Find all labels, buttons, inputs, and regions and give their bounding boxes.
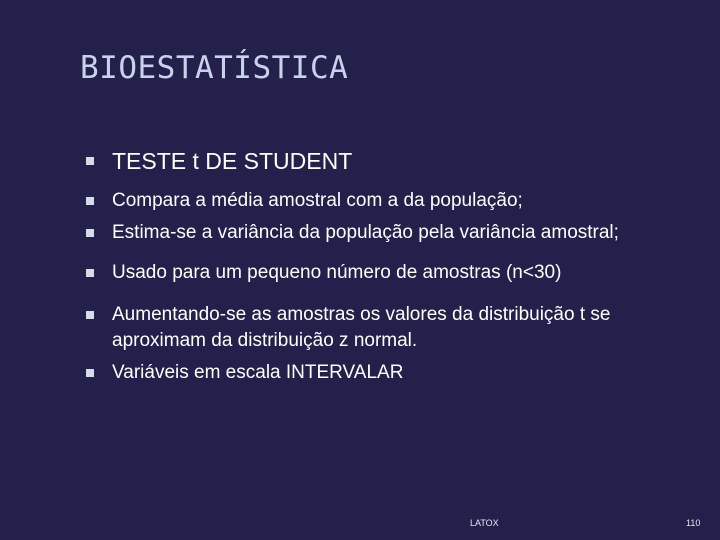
bullet-item xyxy=(86,220,686,246)
bullet-text: Estima-se a variância da população pela variância amostral; xyxy=(112,222,619,243)
bullet-item xyxy=(86,260,686,286)
bullet-list xyxy=(86,146,686,386)
square-bullet-icon xyxy=(86,229,94,237)
bullet-item xyxy=(86,302,686,354)
bullet-text: TESTE t DE STUDENT xyxy=(112,148,353,174)
page-number: 110 xyxy=(686,518,701,528)
square-bullet-icon xyxy=(86,269,94,277)
bullet-item xyxy=(86,188,686,214)
square-bullet-icon xyxy=(86,157,94,165)
bullet-item xyxy=(86,360,686,386)
bullet-text: Compara a média amostral com a da população; xyxy=(112,190,523,211)
square-bullet-icon xyxy=(86,311,94,319)
bullet-text: Usado para um pequeno número de amostras (n<30) xyxy=(112,262,562,283)
bullet-item xyxy=(86,146,686,176)
square-bullet-icon xyxy=(86,369,94,377)
slide-title: BIOESTATÍSTICA xyxy=(80,50,349,86)
footer-label: LATOX xyxy=(470,518,499,528)
bullet-text: Variáveis em escala INTERVALAR xyxy=(112,362,404,383)
bullet-text: Aumentando-se as amostras os valores da distribuição t se aproximam da distribuição z normal. xyxy=(112,304,611,351)
square-bullet-icon xyxy=(86,197,94,205)
